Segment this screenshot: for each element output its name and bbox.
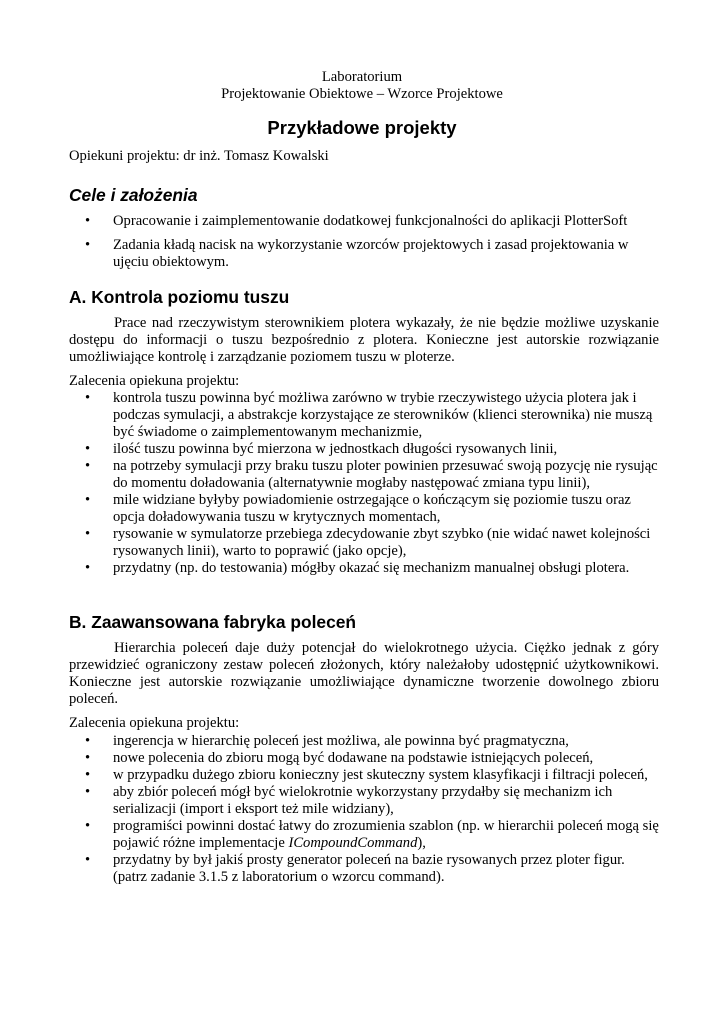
bullet: • xyxy=(85,852,91,868)
bullet: • xyxy=(85,441,91,457)
section-a-paragraph: Prace nad rzeczywistym sterownikiem plotera wykazały, że nie będzie możliwe uzyskanie dostępu do informacji o tuszu bezpośrednio z plotera. Konieczne jest autorskie rozwiązanie umożliwiające kontrolę i zarządzanie poziomem tuszu w ploterze. xyxy=(69,315,659,365)
bullet: • xyxy=(85,390,91,406)
section-a-heading: A. Kontrola poziomu tuszu xyxy=(69,287,290,307)
bullet: • xyxy=(85,560,91,576)
list-item: • nowe polecenia do zbioru mogą być dodawane na podstawie istniejących poleceń, xyxy=(85,750,594,766)
bullet: • xyxy=(85,492,91,508)
list-item: • w przypadku dużego zbioru konieczny jest skuteczny system klasyfikacji i filtracji poleceń, xyxy=(85,767,648,783)
section-b-paragraph: Hierarchia poleceń daje duży potencjał do wielokrotnego użycia. Ciężko jednak z góry przewidzieć ograniczony zestaw poleceń złożonych, który należałoby udostępnić użytkownikowi. Konieczne jest autorskie rozwiązanie umożliwiające dynamiczne tworzenie dowolnego zbioru poleceń. xyxy=(69,640,659,707)
bullet: • xyxy=(85,784,91,800)
goals-list xyxy=(85,213,660,278)
section-b-recommendations-label: Zalecenia opiekuna projektu: xyxy=(69,715,240,731)
code-name: ICompoundCommand xyxy=(288,835,418,851)
bullet: • xyxy=(85,458,91,474)
bullet: • xyxy=(85,767,91,783)
list-item: • na potrzeby symulacji przy braku tuszu ploter powinien przesuwać swoją pozycję nie rysując do momentu doładowania (alternatywnie mogłaby następować zmiana typu linii), xyxy=(85,458,658,491)
header-course: Projektowanie Obiektowe – Wzorce Projektowe xyxy=(221,86,503,102)
list-item: • ilość tuszu powinna być mierzona w jednostkach długości rysowanych linii, xyxy=(85,441,558,457)
list-item: • ingerencja w hierarchię poleceń jest możliwa, ale powinna być pragmatyczna, xyxy=(85,733,569,749)
bullet: • xyxy=(85,237,91,253)
bullet: • xyxy=(85,818,91,834)
bullet: • xyxy=(85,733,91,749)
list-item: • aby zbiór poleceń mógł być wielokrotnie wykorzystany przydałby się mechanizm ich serializacji (import i eksport też mile widziany), xyxy=(85,784,613,817)
section-b-heading: B. Zaawansowana fabryka poleceń xyxy=(69,612,357,632)
list-item: • przydatny by był jakiś prosty generator poleceń na bazie rysowanych przez ploter figur. (patrz zadanie 3.1.5 z laboratorium o wzorcu command). xyxy=(85,852,625,885)
section-a-list xyxy=(85,390,660,577)
section-b-list xyxy=(85,733,660,886)
bullet: • xyxy=(85,750,91,766)
bullet: • xyxy=(85,213,91,229)
goals-heading: Cele i założenia xyxy=(69,185,198,205)
header-lab: Laboratorium xyxy=(321,69,403,85)
list-item: • kontrola tuszu powinna być możliwa zarówno w trybie rzeczywistego użycia plotera jak i podczas symulacji, a abstrakcje korzystające ze sterowników (klienci sterownika) nie muszą być świadome o zaimplementowanym mechanizmie, xyxy=(85,390,653,440)
page-title: Przykładowe projekty xyxy=(267,117,457,138)
list-item: • przydatny (np. do testowania) mógłby okazać się mechanizm manualnej obsługi plotera. xyxy=(85,560,630,576)
bullet: • xyxy=(85,526,91,542)
list-item: • rysowanie w symulatorze przebiega zdecydowanie zbyt szybko (nie widać nawet kolejności rysowanych linii), warto to poprawić (jako opcje), xyxy=(85,526,651,559)
list-item: • Zadania kładą nacisk na wykorzystanie wzorców projektowych i zasad projektowania w ujęciu obiektowym. xyxy=(85,237,629,270)
supervisors-line: Opiekuni projektu: dr inż. Tomasz Kowalski xyxy=(69,148,329,164)
list-item: • programiści powinni dostać łatwy do zrozumienia szablon (np. w hierarchii poleceń mogą się pojawić różne implementacje ICompoundCommand), xyxy=(85,818,659,851)
section-a-recommendations-label: Zalecenia opiekuna projektu: xyxy=(69,373,240,389)
list-item: • Opracowanie i zaimplementowanie dodatkowej funkcjonalności do aplikacji PlotterSoft xyxy=(85,213,628,229)
list-item: • mile widziane byłyby powiadomienie ostrzegające o kończącym się poziomie tuszu oraz opcja doładowywania tuszu w krytycznych momentach, xyxy=(85,492,631,525)
